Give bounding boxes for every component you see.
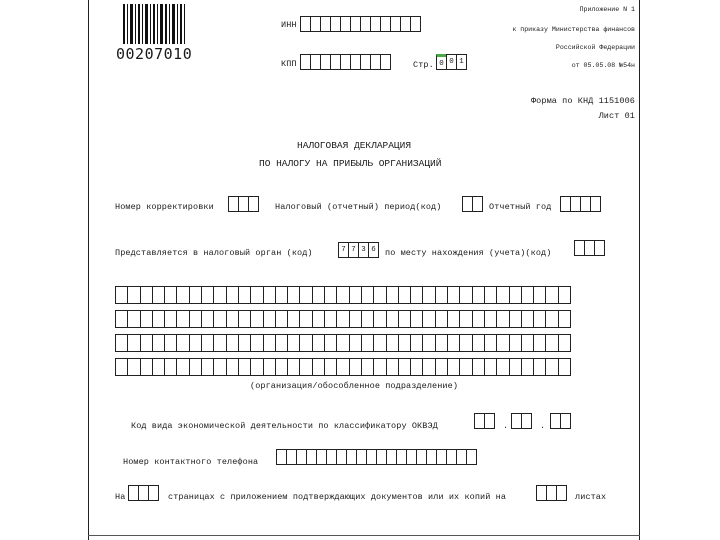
input-cell [509,286,522,304]
input-cell [447,358,460,376]
input-cell [152,358,165,376]
input-cell [336,334,349,352]
authority-code-field[interactable] [338,242,378,258]
input-cell [201,334,214,352]
input-cell [422,310,435,328]
appendix-line3: Российской Федерации [555,44,635,51]
authority-digit: 6 [368,242,379,258]
input-cell [373,358,386,376]
input-cell [521,358,534,376]
page-bottom-edge [88,535,640,536]
input-cell [226,334,239,352]
authority-digit: 7 [338,242,349,258]
input-cell [226,286,239,304]
year-label: Отчетный год [489,202,552,212]
input-cell [435,334,448,352]
input-cell [324,358,337,376]
input-cell [164,358,177,376]
input-cell [176,358,189,376]
input-cell [176,334,189,352]
location-code-field[interactable] [574,240,604,256]
input-cell [472,334,485,352]
input-cell [152,334,165,352]
pages-suffix: листах [575,492,607,502]
input-cell [336,310,349,328]
page-label: Стр. [413,60,434,70]
input-cell [373,286,386,304]
input-cell [545,286,558,304]
page-digit: 0 [446,54,457,70]
input-cell [263,358,276,376]
input-cell [263,310,276,328]
input-cell [226,358,239,376]
input-cell [410,358,423,376]
input-cell [398,358,411,376]
input-cell [349,310,362,328]
input-cell [509,334,522,352]
input-cell [398,334,411,352]
organization-caption: (организация/обособленное подразделение) [250,381,459,391]
input-cell [201,286,214,304]
input-cell [558,310,571,328]
input-cell [312,310,325,328]
input-cell [299,358,312,376]
input-cell [312,286,325,304]
sheet-number: Лист 01 [598,111,635,121]
input-cell [459,358,472,376]
phone-label: Номер контактного телефона [123,457,259,467]
kpp-field[interactable] [300,54,390,70]
input-cell [422,334,435,352]
input-cell [226,310,239,328]
input-cell [484,334,497,352]
input-cell [545,334,558,352]
appendix-line4: от 05.05.08 №54н [571,62,635,69]
input-cell [447,334,460,352]
input-cell [361,358,374,376]
input-cell [521,286,534,304]
input-cell [373,310,386,328]
barcode-image [123,4,185,44]
input-cell [386,310,399,328]
input-cell [336,358,349,376]
input-cell [496,286,509,304]
phone-field[interactable] [276,449,476,465]
inn-label: ИНН [281,20,297,30]
input-cell [299,286,312,304]
input-cell [250,358,263,376]
input-cell [250,286,263,304]
input-cell [386,358,399,376]
page-digit: 1 [456,54,467,70]
input-cell [496,310,509,328]
input-cell [435,310,448,328]
authority-label: Представляется в налоговый орган (код) [115,248,313,258]
kpp-label: КПП [281,59,297,69]
input-cell [558,334,571,352]
input-cell [521,334,534,352]
input-cell [545,310,558,328]
input-cell [466,449,477,465]
input-cell [361,334,374,352]
input-cell [115,310,128,328]
appendix-line2: к приказу Министерства финансов [512,26,635,33]
declaration-title: НАЛОГОВАЯ ДЕКЛАРАЦИЯ [297,140,412,151]
pages-prefix: На [115,492,126,502]
input-cell [250,334,263,352]
input-cell [349,286,362,304]
okved-separator: . [540,421,546,431]
input-cell [164,334,177,352]
okved-label: Код вида экономической деятельности по классификатору ОКВЭД [131,421,438,431]
page-digit: 0 [436,54,447,70]
input-cell [213,310,226,328]
input-cell [398,286,411,304]
input-cell [472,358,485,376]
input-cell [361,310,374,328]
input-cell [127,334,140,352]
year-field[interactable] [560,196,600,212]
input-cell [459,310,472,328]
input-cell [164,286,177,304]
input-cell [263,286,276,304]
input-cell [287,334,300,352]
input-cell [299,334,312,352]
input-cell [287,310,300,328]
input-cell [238,358,251,376]
input-cell [238,310,251,328]
input-cell [558,358,571,376]
input-cell [127,310,140,328]
input-cell [238,334,251,352]
input-cell [115,286,128,304]
authority-digit: 7 [348,242,359,258]
input-cell [189,334,202,352]
input-cell [275,334,288,352]
input-cell [447,310,460,328]
input-cell [324,334,337,352]
input-cell [201,358,214,376]
input-cell [115,334,128,352]
input-cell [140,358,153,376]
okved-separator: . [503,421,509,431]
input-cell [484,358,497,376]
input-cell [127,358,140,376]
input-cell [509,310,522,328]
input-cell [459,334,472,352]
input-cell [213,358,226,376]
input-cell [386,286,399,304]
input-cell [324,286,337,304]
pages-count-field[interactable] [128,485,158,501]
input-cell [380,54,391,70]
form-code: Форма по КНД 1151006 [530,96,635,106]
input-cell [287,286,300,304]
correction-label: Номер корректировки [115,202,214,212]
authority-digit: 3 [358,242,369,258]
okved-field-part3[interactable] [550,413,570,429]
declaration-subtitle: ПО НАЛОГУ НА ПРИБЫЛЬ ОРГАНИЗАЦИЙ [259,158,442,169]
input-cell [410,16,421,32]
input-cell [545,358,558,376]
input-cell [152,286,165,304]
input-cell [275,310,288,328]
appendix-line1: Приложение N 1 [579,6,635,13]
input-cell [496,358,509,376]
input-cell [213,286,226,304]
input-cell [176,286,189,304]
input-cell [422,358,435,376]
input-cell [484,310,497,328]
input-cell [312,358,325,376]
input-cell [496,334,509,352]
input-cell [189,310,202,328]
input-cell [127,286,140,304]
input-cell [324,310,337,328]
pages-middle-text: страницах с приложением подтверждающих документов или их копий на [168,492,507,502]
input-cell [435,286,448,304]
okved-field-part1[interactable] [474,413,494,429]
input-cell [299,310,312,328]
input-cell [533,310,546,328]
period-field[interactable] [462,196,482,212]
input-cell [410,286,423,304]
input-cell [238,286,251,304]
input-cell [373,334,386,352]
input-cell [140,286,153,304]
input-cell [115,358,128,376]
input-cell [361,286,374,304]
barcode-number: 00207010 [116,45,193,63]
sheets-count-field[interactable] [536,485,566,501]
organization-name-row [115,334,570,352]
input-cell [533,334,546,352]
input-cell [189,286,202,304]
period-label: Налоговый (отчетный) период(код) [275,202,442,212]
okved-field-part2[interactable] [511,413,531,429]
input-cell [287,358,300,376]
input-cell [459,286,472,304]
input-cell [435,358,448,376]
input-cell [213,334,226,352]
inn-field[interactable] [300,16,420,32]
input-cell [410,310,423,328]
input-cell [472,310,485,328]
input-cell [250,310,263,328]
input-cell [336,286,349,304]
input-cell [422,286,435,304]
input-cell [398,310,411,328]
input-cell [164,310,177,328]
input-cell [484,286,497,304]
organization-name-row [115,310,570,328]
input-cell [533,358,546,376]
input-cell [152,310,165,328]
correction-field[interactable] [228,196,258,212]
page-number-field[interactable] [436,54,466,70]
input-cell [447,286,460,304]
input-cell [558,286,571,304]
input-cell [263,334,276,352]
input-cell [189,358,202,376]
input-cell [472,286,485,304]
input-cell [140,334,153,352]
input-cell [275,358,288,376]
input-cell [140,310,153,328]
input-cell [521,310,534,328]
input-cell [349,358,362,376]
input-cell [201,310,214,328]
input-cell [386,334,399,352]
input-cell [349,334,362,352]
input-cell [509,358,522,376]
location-label: по месту нахождения (учета)(код) [385,248,552,258]
input-cell [312,334,325,352]
organization-name-row [115,286,570,304]
organization-name-row [115,358,570,376]
input-cell [275,286,288,304]
input-cell [533,286,546,304]
input-cell [176,310,189,328]
input-cell [410,334,423,352]
